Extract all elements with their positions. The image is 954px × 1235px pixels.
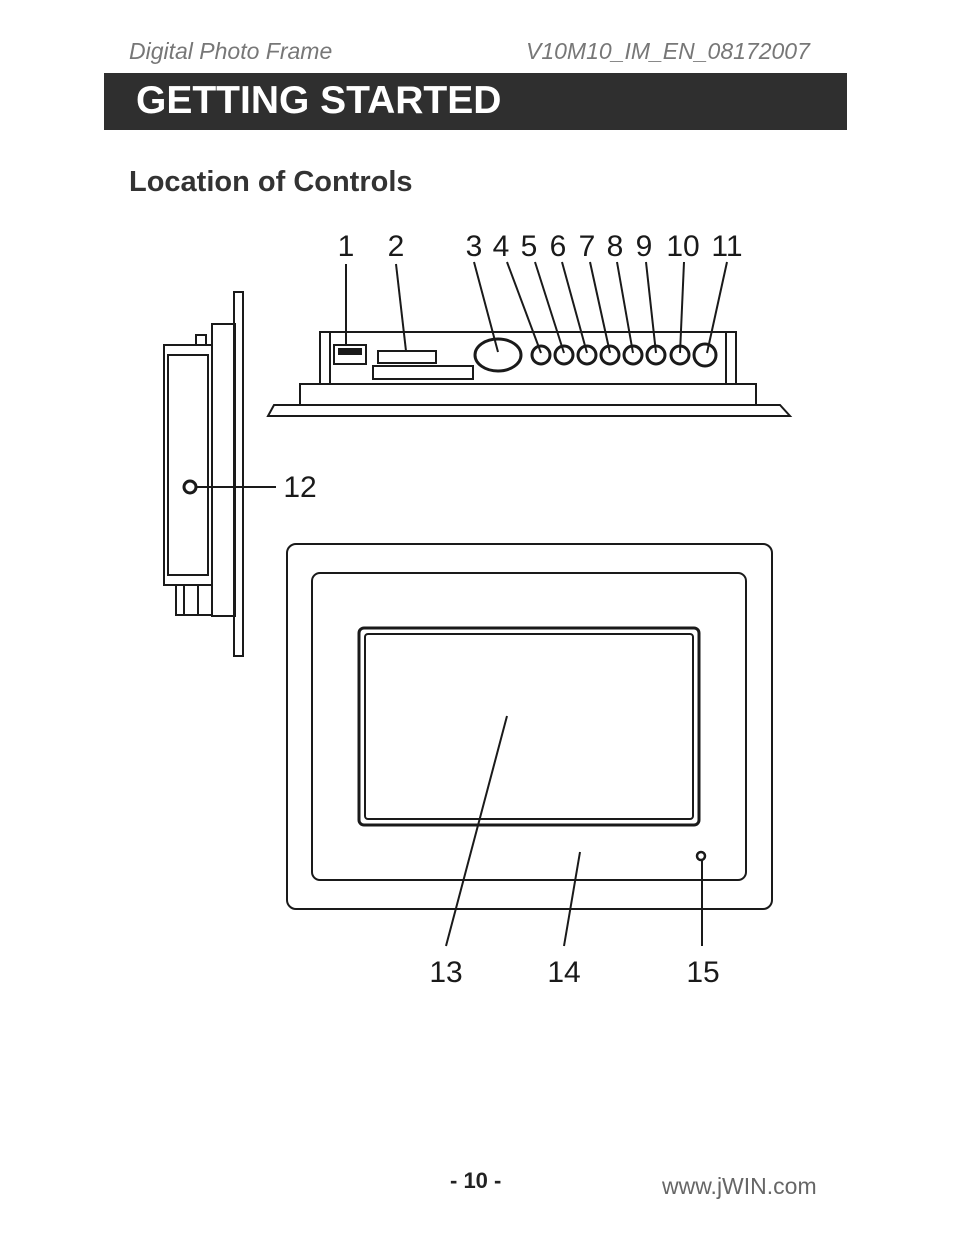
callout-10: 10: [666, 230, 700, 263]
card-slot: [378, 351, 436, 363]
callout-6: 6: [549, 230, 567, 263]
front-view-drawing: [287, 544, 772, 909]
callout-4: 4: [492, 230, 510, 263]
control-buttons: [532, 344, 716, 366]
callout-15: 15: [686, 956, 720, 989]
leader-lines: [197, 262, 727, 946]
callout-5: 5: [520, 230, 538, 263]
banner-title: GETTING STARTED: [136, 79, 502, 122]
website-url: www.jWIN.com: [662, 1173, 817, 1199]
power-indicator: [697, 852, 705, 860]
callout-7: 7: [578, 230, 596, 263]
side-view-drawing: [164, 292, 243, 656]
callout-13: 13: [429, 956, 463, 989]
callout-1: 1: [337, 230, 355, 263]
side-jack-port: [184, 481, 196, 493]
callout-3: 3: [465, 230, 483, 263]
callout-8: 8: [606, 230, 624, 263]
header-document-title: Digital Photo Frame: [129, 38, 333, 64]
page-number: - 10 -: [450, 1168, 502, 1193]
callout-12: 12: [283, 471, 317, 504]
section-heading: Location of Controls: [129, 166, 413, 198]
callout-9: 9: [635, 230, 653, 263]
callout-14: 14: [547, 956, 581, 989]
callout-2: 2: [387, 230, 405, 263]
dial-button: [475, 339, 521, 371]
callout-11: 11: [711, 230, 743, 263]
header-document-code: V10M10_IM_EN_08172007: [526, 38, 810, 64]
